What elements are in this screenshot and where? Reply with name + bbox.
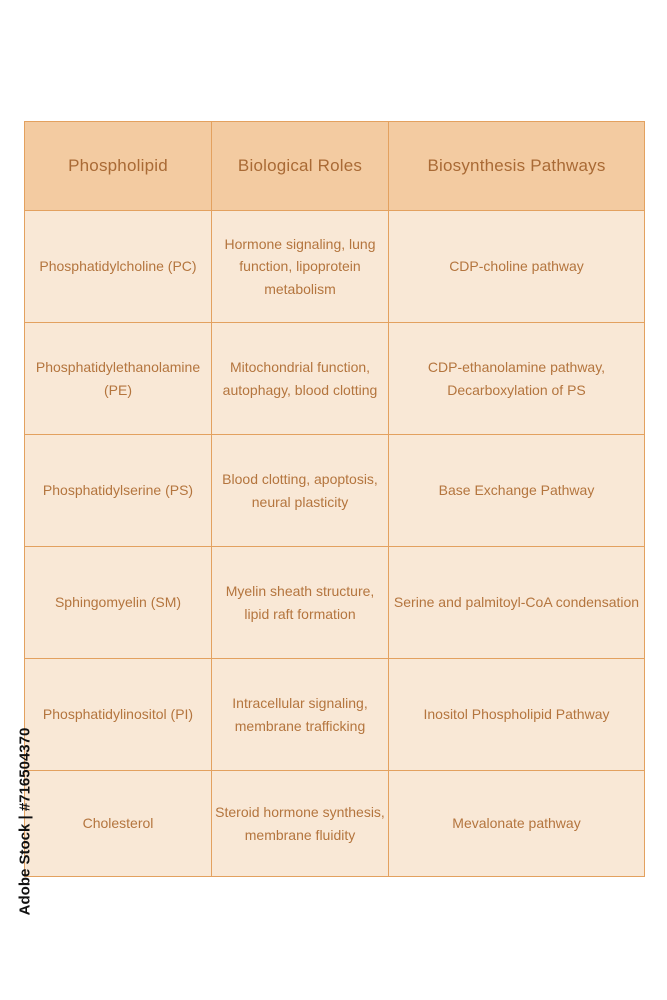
biological-roles-cell: Steroid hormone synthesis, membrane fluidity: [212, 771, 389, 877]
stock-id-label: [10, 727, 40, 915]
phospholipid-cell: Phosphatidylcholine (PC): [25, 211, 212, 323]
table-row: [25, 547, 645, 659]
table-row: [25, 659, 645, 771]
phospholipid-cell: Phosphatidylethanolamine (PE): [25, 323, 212, 435]
biological-roles-cell: Hormone signaling, lung function, lipoprotein metabolism: [212, 211, 389, 323]
table-row: [25, 323, 645, 435]
table-row: [25, 435, 645, 547]
biological-roles-cell: Intracellular signaling, membrane trafficking: [212, 659, 389, 771]
biological-roles-cell: Myelin sheath structure, lipid raft formation: [212, 547, 389, 659]
phospholipid-cell: Sphingomyelin (SM): [25, 547, 212, 659]
table-header-row: [25, 122, 645, 211]
header-phospholipid: Phospholipid: [25, 122, 212, 211]
header-biological-roles: Biological Roles: [212, 122, 389, 211]
biosynthesis-pathway-cell: Inositol Phospholipid Pathway: [389, 659, 645, 771]
biosynthesis-pathway-cell: CDP-ethanolamine pathway, Decarboxylation of PS: [389, 323, 645, 435]
table-row: [25, 771, 645, 877]
header-biosynthesis-pathways: Biosynthesis Pathways: [389, 122, 645, 211]
biosynthesis-pathway-cell: Base Exchange Pathway: [389, 435, 645, 547]
biosynthesis-pathway-cell: Serine and palmitoyl-CoA condensation: [389, 547, 645, 659]
phospholipid-cell: Phosphatidylinositol (PI): [25, 659, 212, 771]
phospholipid-table: [24, 121, 645, 877]
table-row: [25, 211, 645, 323]
biological-roles-cell: Mitochondrial function, autophagy, blood clotting: [212, 323, 389, 435]
biosynthesis-pathway-cell: CDP-choline pathway: [389, 211, 645, 323]
phospholipid-table-container: [24, 121, 644, 877]
biosynthesis-pathway-cell: Mevalonate pathway: [389, 771, 645, 877]
phospholipid-cell: Cholesterol: [25, 771, 212, 877]
stock-id-text: Adobe Stock | #716504370: [16, 727, 34, 915]
phospholipid-cell: Phosphatidylserine (PS): [25, 435, 212, 547]
biological-roles-cell: Blood clotting, apoptosis, neural plasticity: [212, 435, 389, 547]
